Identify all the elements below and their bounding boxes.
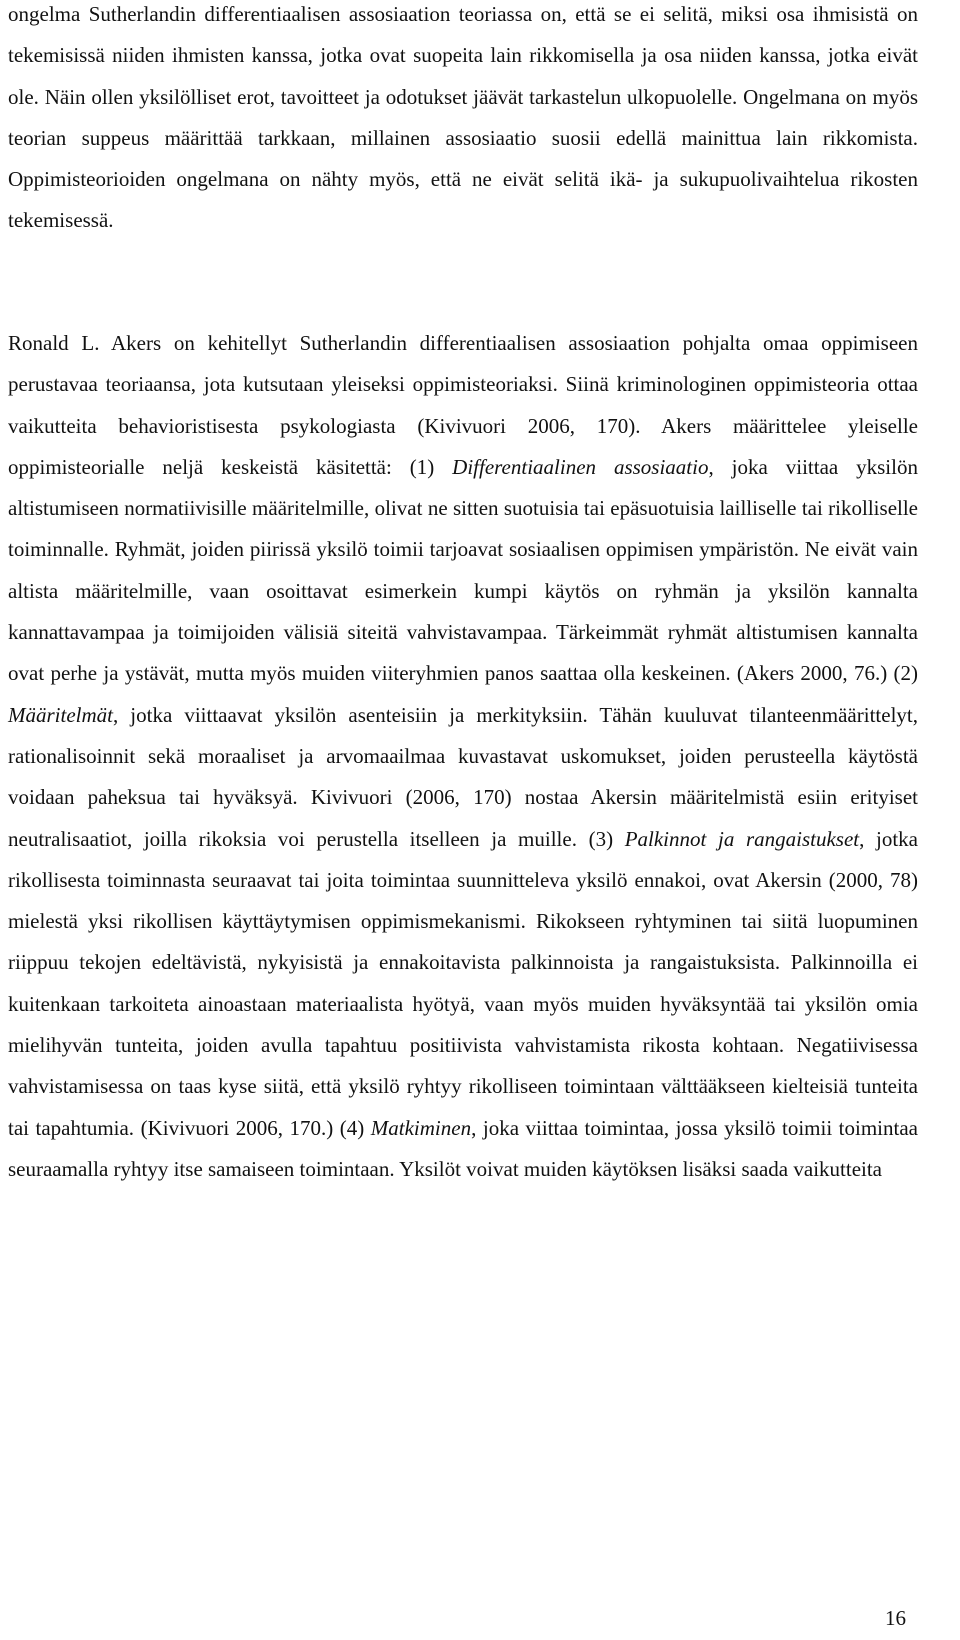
paragraph-text: ongelma Sutherlandin differentiaalisen assosiaation teoriassa on, että se ei selitä, miksi osa ihmisistä on tekemisissä niiden ihmisten kanssa, jotka ovat suopeita lain rikkomisella ja osa niiden kanssa, jotka eivät ole. Näin ollen yksilölliset erot, tavoitteet ja odotukset jäävät tarkastelun ulkopuolelle. Ongelmana on myös teorian suppeus määrittää tarkkaan, millainen assosiaatio suosii edellä mainittua lain rikkomista. Oppimisteorioiden ongelmana on nähty myös, että ne eivät selitä ikä- ja sukupuolivaihtelua rikosten tekemisessä. (8, 2, 918, 233)
italic-term: Palkinnot ja rangaistukset (624, 826, 860, 851)
italic-term: Matkiminen (370, 1115, 472, 1140)
paragraph-text: , joka viittaa yksilön altistumiseen normatiivisille määritelmille, olivat ne sitten suotuisia tai epäsuotuisia lailliselle tai rikolliselle toiminnalle. Ryhmät, joiden piirissä yksilö toimii tarjoavat sosiaalisen oppimisen ympäristön. Ne eivät vain altista määritelmille, vaan osoittavat esimerkein kumpi käytös on ryhmän ja yksilön kannalta kannattavampaa ja toimijoiden välisiä siteitä vahvistavampaa. Tärkeimmät ryhmät altistumisen kannalta ovat perhe ja ystävät, mutta myös muiden viiteryhmien panos saattaa olla keskeinen. (Akers 2000, 76.) (2) (8, 454, 918, 686)
paragraph-text: , jotka viittaavat yksilön asenteisiin ja merkityksiin. Tähän kuuluvat tilanteenmäärittelyt, rationalisoinnit sekä moraaliset ja arvomaailmaa kuvastavat uskomukset, joiden perusteella käytöstä voidaan paheksua tai hyväksyä. Kivivuori (2006, 170) nostaa Akersin määritelmistä esiin erityiset neutralisaatiot, joilla rikoksia voi perustella itselleen ja muille. (3) (8, 702, 918, 851)
italic-term: Määritelmät (8, 702, 113, 727)
paragraph-text: , joka viittaa toimintaa, jossa yksilö toimii toimintaa seuraamalla ryhtyy itse samaiseen toimintaan. Yksilöt voivat muiden käytöksen lisäksi saada vaikutteita (8, 1115, 918, 1181)
italic-term: Differentiaalinen assosiaatio (452, 454, 709, 479)
document-page (8, 0, 918, 1640)
paragraph-text: Ronald L. Akers on kehitellyt Sutherlandin differentiaalisen assosiaation pohjalta omaa oppimiseen perustavaa teoriaansa, jota kutsutaan yleiseksi oppimisteoriaksi. Siinä kriminologinen oppimisteoria ottaa vaikutteita behavioristisesta psykologiasta (Kivivuori 2006, 170). Akers määrittelee yleiselle oppimisteorialle neljä keskeistä käsitettä: (1) (8, 331, 918, 479)
body-paragraph-2 (8, 323, 918, 1190)
body-paragraph-1 (8, 0, 918, 242)
paragraph-text: , jotka rikollisesta toiminnasta seuraavat tai joita toimintaa suunnitteleva yksilö ennakoi, ovat Akersin (2000, 78) mielestä yksi rikollisen käyttäytymisen oppimismekanismi. Rikokseen ryhtyminen tai siitä luopuminen riippuu tekojen edeltävistä, nykyisistä ja ennakoitavista palkinnoista ja rangaistuksista. Palkinnoilla ei kuitenkaan tarkoiteta ainoastaan materiaalista hyötyä, vaan myös muiden hyväksyntää tai yksilön omia mielihyvän tunteita, joiden avulla tapahtuu positiivista vahvistamista rikosta kohtaan. Negatiivisessa vahvistamisessa on taas kyse siitä, että yksilö ryhtyy rikolliseen toimintaan välttääkseen kielteisiä tunteita tai tapahtumia. (Kivivuori 2006, 170.) (4) (8, 826, 918, 1140)
page-number: 16 (885, 1606, 906, 1630)
